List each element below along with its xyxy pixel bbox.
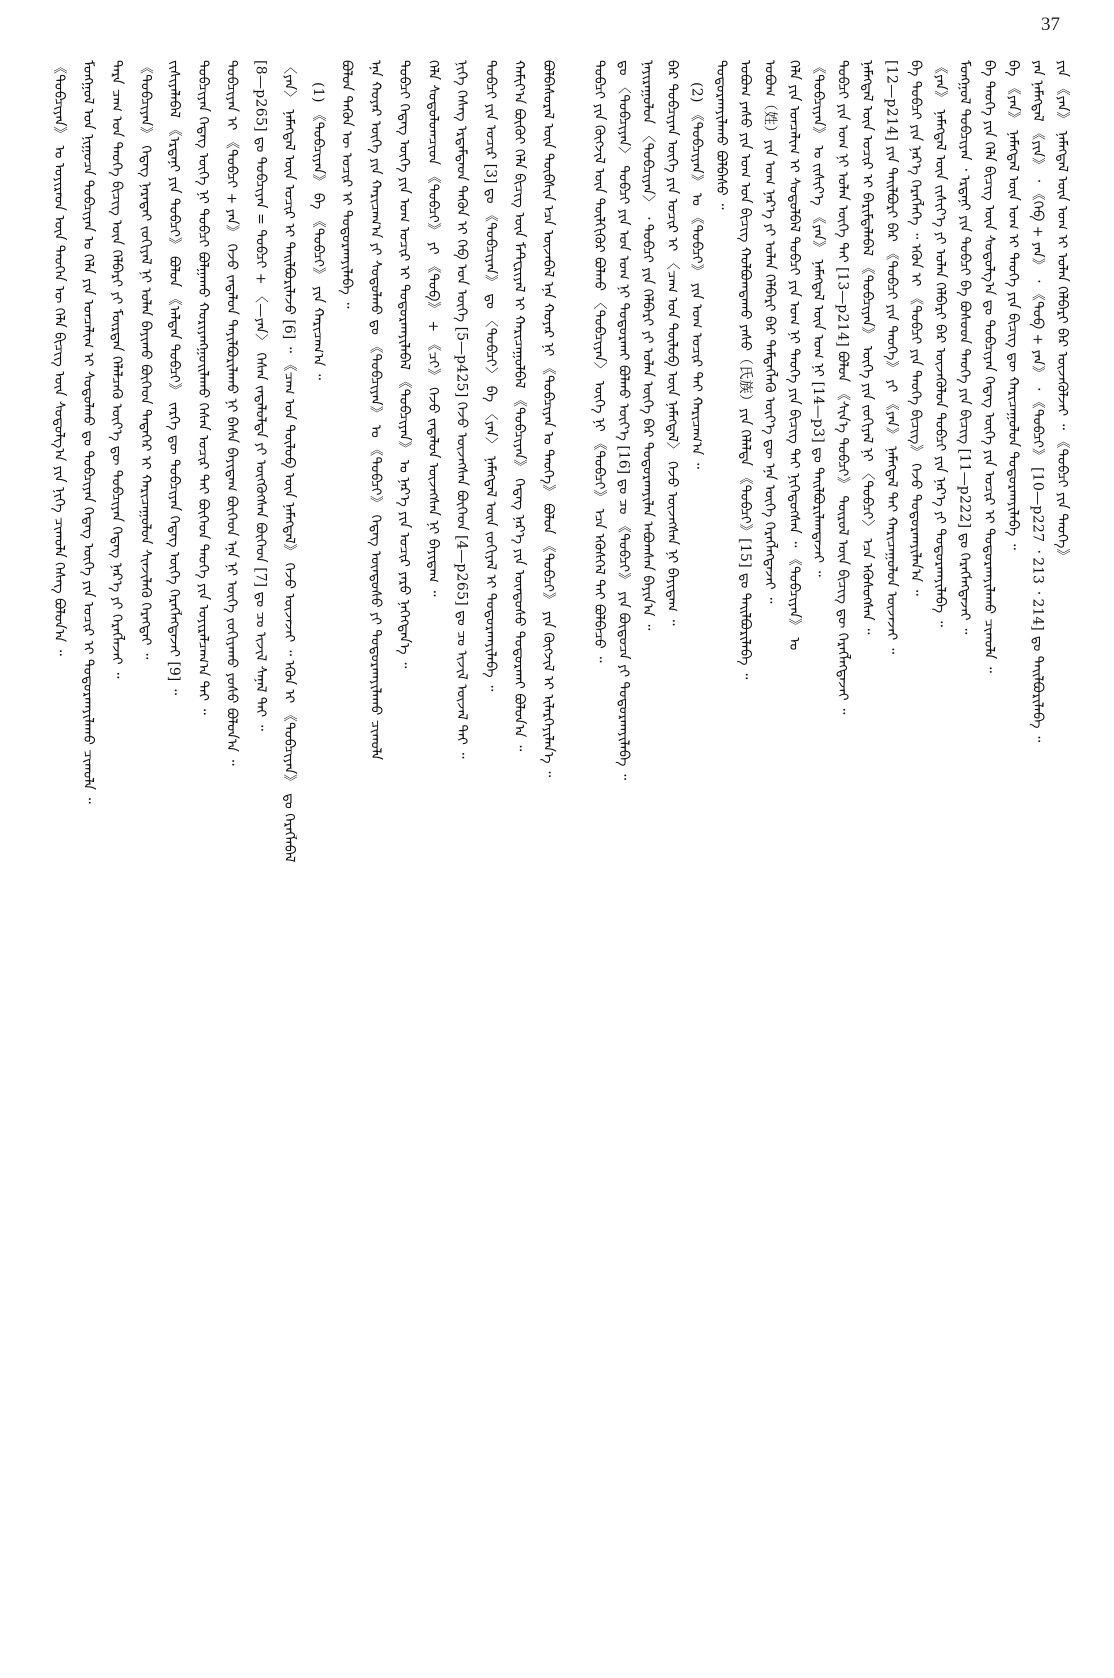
text-column: 《ᠶᠠᠨ》 ᠨᠡᠮᠡᠭᠳᠡᠯ ᠦᠨ ᠵᠢᠱᠢᠶ᠎ᠡ ᠶᠢ ᠣᠯᠠᠨ ᠬᠡᠯᠪᠡᠷᠢ ᠪᠡᠷ ᠦᠵᠡᠭᠦᠯᠦᠨ ᠲᠣᠪᠴᠢ ᠶᠢᠨ ᠨᠡᠷ᠎ᠡ ᠶᠢ ᠲᠣᠳᠣᠷᠬᠠᠶᠢᠯᠠᠪᠠ ᠃ [932, 60, 949, 627]
text-column: [12—p214] ᠶᠢᠨ ᠲᠠᠢᠯᠪᠤᠷᠢ ᠪᠡᠷ 《ᠲᠣᠪᠴᠢ ᠶᠢᠨ ᠲᠡᠦᠬᠡ》 ᠶᠢ 《ᠶᠠᠨ》 ᠨᠡᠮᠡᠭᠳᠡᠯ ᠲᠡᠢ ᠬᠠᠷᠢᠴᠠᠭᠤᠯᠤᠨ ᠦᠵᠡᠵᠡᠢ ᠃ [883, 60, 900, 654]
text-column: ᠵᠢᠱᠢᠶᠡᠯᠡᠪᠡᠯ 《ᠡᠷᠳᠡᠨᠢ ᠶᠢᠨ ᠲᠣᠪᠴᠢ》 ᠪᠣᠯᠤᠨ 《ᠠᠯᠲᠠᠨ ᠲᠣᠪᠴᠢ》 ᠵᠡᠷᠭᠡ ᠳᠦ ᠲᠣᠪᠴᠢᠶᠠᠨ ᠭᠡᠳᠡᠭ ᠦᠭᠡ ᠬᠡᠷᠡᠭᠯᠡᠭᠳᠡᠵᠡᠢ [9] ᠃ [166, 60, 182, 695]
text-column: 《ᠲᠣᠪᠴᠢᠶᠠᠨ》 ᠭᠡᠳᠡᠭ ᠨᠡᠷᠡᠲᠡᠢ ᠵᠣᠬᠢᠶᠠᠯ ᠨᠢ ᠣᠯᠠᠨ ᠪᠠᠶᠢᠬᠤ ᠪᠥᠭᠡᠳ ᠲᠡᠳᠡᠭᠡᠷ ᠢ ᠬᠠᠷᠢᠴᠠᠭᠤᠯᠤᠨ ᠰᠢᠨᠵᠢᠯᠡᠬᠦ ᠬᠡᠷᠡᠭᠲᠡᠢ ᠃ [137, 60, 154, 660]
text-column: ᠪᠡᠷ ᠲᠣᠪᠴᠢᠶᠠᠨ ᠦᠭᠡ ᠶᠢᠨ ᠤᠴᠢᠷ ᠢ 〈ᠴᠠᠭ ᠤᠨ ᠲᠥᠯᠥᠪ ᠦᠨ ᠨᠡᠮᠡᠭᠳᠡᠯ〉 ᠭᠡᠵᠦ ᠦᠵᠡᠭᠰᠡᠨ ᠨᠢ ᠪᠠᠶᠢᠳᠠᠭ ᠃ [664, 60, 681, 626]
text-column: ᠪᠠ ᠲᠡᠦᠬᠡ ᠶᠢᠨ ᠬᠡᠯᠡ ᠪᠢᠴᠢᠭ ᠦᠨ ᠰᠤᠳᠤᠯᠭ᠎ᠠ ᠳᠤ ᠲᠣᠪᠴᠢᠶᠠᠨ ᠭᠡᠳᠡᠭ ᠦᠭᠡ ᠶᠢᠨ ᠤᠴᠢᠷ ᠢ ᠲᠣᠳᠣᠷᠬᠠᠶᠢᠯᠠᠬᠤ ᠴᠢᠬᠤᠯᠠ ᠃ [980, 60, 997, 673]
text-column: ᠲᠣᠪᠴᠢ ᠶᠢᠨ ᠤᠭ ᠨᠢ ᠣᠯᠠᠨ ᠦᠭᠡ ᠲᠠᠢ [13—p214] ᠪᠣᠯᠤᠨ 《ᠰᠢᠨ᠎ᠡ ᠲᠣᠪᠴᠢ》 ᠲᠥᠷᠥᠯ ᠦᠨ ᠪᠢᠴᠢᠭ ᠳᠦ ᠬᠡᠷᠡᠭᠯᠡᠭᠳᠡᠵᠡᠢ ᠃ [834, 60, 851, 715]
text-column: ᠨᠢᠭᠡ ᠬᠡᠰᠡᠭ ᠡᠷᠳᠡᠮᠲᠡᠳ ᠲᠡᠭᠦᠨ ᠢ ᠬᠡᠪ ᠤᠨ ᠦᠭᠡ [5—p425] ᠭᠡᠵᠦ ᠦᠵᠡᠭᠰᠡᠨ ᠪᠥᠭᠡᠳ [4—p265] ᠳᠤ ᠴᠤ ᠢᠵᠢᠯ ᠦᠵᠡᠯ ᠲᠠᠢ ᠃ [453, 60, 470, 759]
text-column: ᠡᠨᠡ ᠬᠣᠶᠠᠷ ᠦᠭᠡ ᠶᠢᠨ ᠬᠠᠷᠢᠴᠠᠭ᠎ᠠ ᠶᠢ ᠰᠤᠳᠤᠯᠬᠤ ᠳᠤ 《ᠲᠣᠪᠴᠢᠶᠠᠨ》 ᠤ 《ᠲᠣᠪᠴᠢ》 ᠭᠡᠳᠡᠭ ᠦᠨᠳᠦᠰᠦ ᠶᠢ ᠲᠣᠳᠣᠷᠬᠠᠶᠢᠯᠠᠬᠤ ᠴᠢᠬᠤᠯᠠ [367, 60, 384, 761]
text-column: ᠮᠣᠩᠭᠣᠯ ᠤᠨ ᠨᠢᠭᠤᠴᠠ ᠲᠣᠪᠴᠢᠶᠠᠨ ᠤ ᠬᠡᠯᠡ ᠶᠢᠨ ᠣᠨᠴᠠᠯᠢᠭ ᠢ ᠰᠤᠳᠤᠯᠬᠤ ᠳᠤ ᠲᠣᠪᠴᠢᠶᠠᠨ ᠭᠡᠳᠡᠭ ᠦᠭᠡ ᠶᠢᠨ ᠤᠴᠢᠷ ᠢ ᠲᠣᠳᠣᠷᠬᠠᠶᠢᠯᠠᠬᠤ ᠴᠢᠬᠤᠯᠠ ᠃ [79, 60, 96, 804]
page-number: 37 [1041, 14, 1060, 35]
text-column: ᠪᠣᠯᠤᠨ ᠲᠡᠭᠦᠨ ᠦ ᠤᠴᠢᠷ ᠢ ᠲᠣᠳᠣᠷᠬᠠᠶᠢᠯᠠᠪᠠ ᠃ [338, 60, 355, 309]
text-column: 《ᠲᠣᠪᠴᠢᠶᠠᠨ》 ᠤ ᠵᠢᠱᠢᠶ᠎ᠡ 《ᠶᠠᠨ》 ᠨᠡᠮᠡᠭᠳᠡᠯ ᠦᠨ ᠤᠭ ᠨᠢ [14—p3] ᠳᠤ ᠲᠠᠢᠯᠪᠤᠷᠢᠯᠠᠭᠳᠠᠵᠠᠢ ᠃ [810, 60, 827, 577]
text-column: ᠶᠠᠨ ᠨᠡᠮᠡᠭᠳᠡᠯ 《ᠶᠢᠨ》 ᠂ 《ᠬᠡᠪ + ᠶᠠᠨ》 ᠂ 《ᠲᠣᠪ + ᠶᠠᠨ》 ᠂ 《ᠲᠣᠪᠴᠢ》 [10—p227 ᠂ 213 ᠂ 214] ᠳᠤ ᠲᠠᠢᠯᠪᠤᠷᠢᠯᠠᠪᠠ ᠃ [1029, 60, 1046, 743]
text-column: ᠬᠡᠯᠡ ᠰᠤᠳᠤᠯᠤᠭᠴᠢᠳ 《ᠲᠣᠪᠴᠢ》 ᠶᠢ 《ᠲᠣᠪ》 + 《ᠴᠢ》 ᠭᠡᠵᠦ ᠵᠠᠳᠠᠯᠤᠨ ᠦᠵᠡᠭᠰᠡᠨ ᠨᠢ ᠪᠠᠶᠢᠳᠠᠭ ᠃ [424, 60, 441, 597]
text-column: ᠬᠠᠮᠢᠶ᠎ᠠ ᠪᠦᠬᠦᠢ ᠬᠡᠯᠡ ᠪᠢᠴᠢᠭ ᠦᠨ ᠮᠠᠲᠧᠷᠢᠶᠠᠯ ᠢ ᠬᠠᠷᠢᠴᠠᠭᠤᠯᠪᠠᠯ 《ᠲᠣᠪᠴᠢᠶᠠᠨ》 ᠭᠡᠳᠡᠭ ᠨᠡᠷ᠎ᠡ ᠶᠢᠨ ᠦᠨᠳᠦᠰᠦ ᠲᠣᠳᠣᠷᠬᠠᠢ ᠪᠣᠯᠤᠨ᠎ᠠ ᠃ [511, 60, 527, 752]
text-column: (1) 《ᠲᠣᠪᠴᠢᠶᠠᠨ》 ᠪᠠ 《ᠲᠣᠪᠴᠢ》 ᠶᠢᠨ ᠬᠠᠷᠢᠴᠠᠭ᠎ᠠ ᠃ [309, 82, 326, 380]
text-column: ᠲᠣᠪᠴᠢᠶᠠᠨ ᠭᠡᠳᠡᠭ ᠦᠭᠡ ᠨᠢ ᠲᠣᠪᠴᠢ ᠪᠣᠯᠭᠠᠬᠤ ᠬᠤᠷᠢᠶᠠᠩᠭᠤᠢᠯᠠᠬᠤ ᠭᠡᠰᠡᠨ ᠤᠴᠢᠷ ᠲᠠᠢ ᠪᠥᠭᠡᠳ ᠲᠡᠦᠬᠡ ᠶᠢᠨ ᠣᠶᠢᠷᠠᠯᠴᠠᠭ᠎ᠠ ᠲᠠᠢ ᠃ [194, 60, 211, 715]
text-column: ᠲᠣᠳᠣᠷᠬᠠᠶᠢᠯᠠᠬᠤ ᠪᠣᠯᠪᠠᠰᠤ ᠃ [712, 60, 729, 210]
text-column: (2) 《ᠲᠣᠪᠴᠢᠶᠠᠨ》 ᠤ 《ᠲᠣᠪᠴᠢ》 ᠶᠢᠨ ᠤᠭ ᠤᠴᠢᠷ ᠲᠠᠢ ᠬᠠᠷᠢᠴᠠᠭ᠎ᠠ ᠃ [688, 82, 705, 469]
text-column: ᠮᠣᠩᠭᠣᠯ ᠲᠣᠪᠴᠢᠶᠠᠨ ᠂ ᠡᠷᠳᠡᠨᠢ ᠶᠢᠨ ᠲᠣᠪᠴᠢ ᠪᠠ ᠪᠤᠰᠤᠳ ᠲᠡᠦᠬᠡ ᠶᠢᠨ ᠪᠢᠴᠢᠭ [11—p222] ᠳᠤ ᠬᠡᠷᠡᠭᠯᠡᠭᠳᠡᠵᠡᠢ ᠃ [956, 60, 973, 635]
right-text-block [590, 60, 1070, 1650]
text-column: ᠣᠪᠣᠭ（姓）ᠶᠢᠨ ᠤᠭ ᠨᠡᠷ᠎ᠡ ᠶᠢ ᠣᠯᠠᠨ ᠬᠡᠯᠪᠡᠷᠢ ᠪᠡᠷ ᠲᠡᠮᠳᠡᠭᠯᠡᠬᠦ ᠦᠶ᠎ᠡ ᠳᠦ ᠡᠨᠡ ᠦᠭᠡ ᠬᠡᠷᠡᠭᠯᠡᠭᠳᠡᠵᠡᠢ ᠃ [761, 60, 778, 604]
text-column: ᠨᠡᠮᠡᠭᠳᠡᠯ ᠦᠨ ᠤᠴᠢᠷ ᠢ ᠪᠠᠷᠢᠮᠲᠠᠯᠠᠪᠠᠯ 《ᠲᠣᠪᠴᠢᠶᠠᠨ》 ᠦᠭᠡ ᠶᠢᠨ ᠵᠣᠬᠢᠶᠠᠯ ᠨᠢ 〈ᠲᠣᠪᠴᠢ〉 ᠡᠴᠡ ᠡᠭᠦᠰᠦᠭᠰᠡᠨ ᠃ [858, 60, 875, 635]
text-column: ᠣᠪᠣᠭ ᠶᠠᠰᠤ ᠶᠢᠨ ᠤᠭ ᠤᠨ ᠪᠢᠴᠢᠭ ᠬᠣᠯᠪᠣᠭᠳᠠᠬᠤ ᠶᠠᠰᠤ（氏族）ᠶᠢᠨ ᠬᠡᠯᠡᠯᠲᠡ 《ᠲᠣᠪᠴᠢ》[15] ᠳᠤ ᠲᠠᠢᠯᠪᠤᠷᠢᠯᠠᠪᠠ ᠃ [737, 60, 754, 680]
text-column: ᠪᠠ 《ᠶᠠᠨ》 ᠨᠡᠮᠡᠭᠳᠡᠯ ᠦᠨ ᠤᠭ ᠢ ᠲᠡᠦᠬᠡ ᠶᠢᠨ ᠪᠢᠴᠢᠭ ᠳᠦ ᠬᠠᠷᠢᠴᠠᠭᠤᠯᠤᠨ ᠲᠣᠳᠣᠷᠬᠠᠶᠢᠯᠠᠪᠠ ᠃ [1005, 60, 1022, 550]
text-column: ᠲᠣᠪᠴᠢ ᠶᠢᠨ ᠤᠴᠢᠷ [3] ᠳᠤ 《ᠲᠣᠪᠴᠢᠶᠠᠨ》 ᠳᠤ 〈ᠲᠣᠪᠴᠢ〉 ᠪᠠ 〈ᠶᠠᠨ〉 ᠨᠡᠮᠡᠭᠳᠡᠯ ᠦᠨ ᠵᠣᠬᠢᠶᠠᠯ ᠢ ᠲᠣᠳᠣᠷᠬᠠᠶᠢᠯᠠᠪᠠ ᠃ [482, 60, 499, 692]
text-column: ᠶᠢᠨ 《ᠶᠠᠨ》 ᠨᠡᠮᠡᠭᠳᠡᠯ ᠦᠨ ᠤᠭ ᠢ ᠣᠯᠠᠨ ᠬᠡᠯᠪᠡᠷᠢ ᠪᠡᠷ ᠦᠵᠡᠭᠦᠯᠵᠡᠢ ᠃ 《ᠲᠣᠪᠴᠢ ᠶᠢᠨ ᠲᠡᠦᠬᠡ》 [1053, 60, 1070, 563]
text-column: ᠨᠠᠶᠢᠷᠠᠭᠤᠯᠤᠨ 〈ᠲᠣᠪᠴᠢᠶᠠᠨ〉 ᠂ ᠲᠣᠪᠴᠢ ᠶᠢᠨ ᠬᠡᠯᠪᠡᠷᠢ ᠶᠢ ᠣᠯᠠᠨ ᠦᠭᠡ ᠪᠡᠷ ᠲᠣᠳᠣᠷᠬᠠᠶᠢᠯᠠᠨ ᠠᠪᠤᠭᠰᠠᠨ ᠪᠠᠶᠢᠨ᠎ᠠ ᠃ [639, 60, 656, 631]
text-column: ᠲᠣᠪᠴᠢ ᠭᠡᠳᠡᠭ ᠦᠭᠡ ᠶᠢᠨ ᠤᠭ ᠤᠴᠢᠷ ᠢ ᠲᠣᠳᠣᠷᠬᠠᠶᠢᠯᠠᠪᠠᠯ 《ᠲᠣᠪᠴᠢᠶᠠᠨ》 ᠤ ᠨᠡᠷ᠎ᠡ ᠶᠢᠨ ᠤᠴᠢᠷ ᠶᠡᠷᠦ ᠨᠡᠭᠡᠭᠳᠡᠨ᠎ᠡ ᠃ [396, 60, 412, 669]
text-column: ᠪᠣᠯᠪᠠᠰᠤᠷᠠᠯ ᠦᠨ ᠲᠦᠪᠰᠢᠨ ᠡᠴᠡ ᠦᠵᠡᠪᠡᠯ ᠡᠨᠡ ᠬᠣᠶᠠᠷ ᠨᠢ 《ᠲᠣᠪᠴᠢᠶᠠᠨ ᠤ ᠲᠡᠦᠬᠡ》 ᠪᠣᠯᠤᠨ 《ᠲᠣᠪᠴᠢ》 ᠶᠢᠨ ᠬᠥᠭᠵᠢᠯ ᠢ ᠢᠯᠡᠷᠬᠡᠶᠢᠯᠡᠨ᠎ᠡ ᠃ [539, 60, 556, 778]
text-column: [8—p265] ᠳᠤ ᠲᠣᠪᠴᠢᠶᠠᠨ = ᠲᠣᠪᠴᠢ + 〈—ᠶᠠᠨ〉 ᠭᠡᠰᠡᠨ ᠵᠠᠳᠠᠯᠤᠯᠲᠠ ᠶᠢ ᠥᠭᠭᠦᠭᠰᠡᠨ ᠪᠥᠭᠡᠳ [7] ᠳᠤ ᠴᠤ ᠢᠵᠢᠯ ᠰᠠᠨᠠᠯ ᠲᠠᠢ ᠃ [252, 60, 269, 731]
text-column: ᠲᠡᠷᠡ ᠴᠠᠭ ᠤᠨ ᠲᠡᠦᠬᠡ ᠪᠢᠴᠢᠭ ᠦᠨ ᠬᠡᠯᠪᠡᠷᠢ ᠶᠢ ᠮᠥᠷᠳᠡᠨ ᠬᠡᠯᠡᠯᠴᠡᠬᠦ ᠦᠶ᠎ᠡ ᠳᠦ ᠲᠣᠪᠴᠢᠶᠠᠨ ᠭᠡᠳᠡᠭ ᠨᠡᠷ᠎ᠡ ᠶᠢ ᠬᠡᠷᠡᠭᠯᠡᠵᠡᠢ ᠃ [108, 60, 125, 679]
left-text-block [50, 60, 556, 1650]
text-column: ᠲᠣᠪᠴᠢ ᠶᠢᠨ ᠬᠥᠭᠵᠢᠯ ᠦᠨ ᠲᠦᠯᠬᠢᠭᠦᠷ ᠪᠣᠯᠬᠤ 〈ᠲᠣᠪᠴᠢᠶᠠᠨ〉 ᠦᠭᠡ ᠨᠢ 《ᠲᠣᠪᠴᠢ》 ᠡᠴᠡ ᠡᠭᠦᠰᠬᠡᠯ ᠲᠠᠢ ᠪᠣᠯᠪᠠᠴᠤ ᠃ [591, 60, 607, 663]
text-column: 《ᠲᠣᠪᠴᠢᠶᠠᠨ》 ᠤ ᠣᠶᠢᠷᠠᠳ ᠦᠨ ᠲᠡᠦᠬᠡᠨ ᠦ ᠬᠡᠯᠡ ᠪᠢᠴᠢᠭ ᠦᠨ ᠰᠤᠳᠤᠯᠭ᠎ᠠ ᠶᠢᠨ ᠨᠢᠭᠡ ᠴᠢᠬᠤᠯᠠ ᠬᠡᠰᠡᠭ ᠪᠣᠯᠤᠨ᠎ᠠ ᠃ [51, 60, 67, 656]
text-column: ᠲᠣᠪᠴᠢᠶᠠᠨ ᠢ 《ᠲᠣᠪᠴᠢ + ᠶᠠᠨ》 ᠭᠡᠵᠦ ᠵᠠᠳᠠᠯᠤᠨ ᠲᠠᠶᠢᠯᠪᠤᠷᠢᠯᠠᠬᠤ ᠨᠢ ᠪᠡᠰᠡ ᠪᠠᠶᠢᠳᠠᠭ ᠪᠥᠭᠡᠳ ᠡᠨᠡ ᠨᠢ ᠦᠭᠡ ᠵᠣᠬᠢᠶᠠᠬᠤ ᠶᠣᠰᠣ ᠪᠣᠯᠤᠨ᠎ᠠ ᠃ [223, 60, 240, 766]
text-column: ᠬᠡᠯᠡ ᠶᠢᠨ ᠣᠨᠴᠠᠯᠢᠭ ᠢ ᠰᠤᠳᠤᠯᠪᠠᠯ ᠲᠣᠪᠴᠢ ᠶᠢᠨ ᠤᠭ ᠨᠢ ᠲᠡᠦᠬᠡ ᠶᠢᠨ ᠪᠢᠴᠢᠭ ᠲᠠᠢ ᠨᠢᠭᠡᠳᠦᠭᠰᠡᠨ ᠃ 《ᠲᠣᠪᠴᠢᠶᠠᠨ》 ᠤ [785, 60, 802, 651]
text-column: ᠳᠤ 〈ᠲᠣᠪᠴᠢᠶᠠᠨ〉 ᠲᠣᠪᠴᠢ ᠶᠢᠨ ᠤᠨ ᠤᠭ ᠨᠢ ᠲᠣᠳᠣᠷᠬᠠᠢ ᠪᠣᠯᠬᠤ ᠦᠶ᠎ᠡ [16] ᠳᠤ ᠴᠤ 《ᠲᠣᠪᠴᠢ》 ᠶᠢᠨ ᠪᠦᠲᠦᠴᠡ ᠶᠢ ᠲᠣᠳᠣᠷᠬᠠᠶᠢᠯᠠᠪᠠ ᠃ [615, 60, 632, 781]
text-column: ᠪᠠ ᠲᠣᠪᠴᠢ ᠶᠢᠨ ᠨᠡᠷ᠎ᠡ ᠬᠡᠷᠡᠭᠯᠡᠭᠡ ᠃ ᠡᠭᠦᠨ ᠢ 《ᠲᠣᠪᠴᠢ ᠶᠢᠨ ᠲᠡᠦᠬᠡ ᠪᠢᠴᠢᠭ》 ᠭᠡᠵᠦ ᠲᠣᠳᠣᠷᠬᠠᠶᠢᠯᠠᠨ᠎ᠠ ᠃ [907, 60, 924, 596]
text-column: 〈ᠶᠠᠨ〉 ᠨᠡᠮᠡᠭᠳᠡᠯ ᠦᠨ ᠤᠴᠢᠷ ᠢ ᠲᠠᠢᠯᠪᠤᠷᠢᠯᠠᠵᠤ [6] ᠃ 《ᠴᠠᠭ ᠤᠨ ᠲᠥᠯᠥᠪ ᠦᠨ ᠨᠡᠮᠡᠭᠳᠡᠯ》 ᠭᠡᠵᠦ ᠦᠵᠡᠵᠡᠢ ᠃ ᠡᠭᠦᠨ ᠢ 《ᠲᠣᠪᠴᠢᠶᠠᠨ》 ᠳᠤ ᠬᠡᠷᠡᠭᠯᠡᠪᠡᠯ [281, 60, 297, 863]
